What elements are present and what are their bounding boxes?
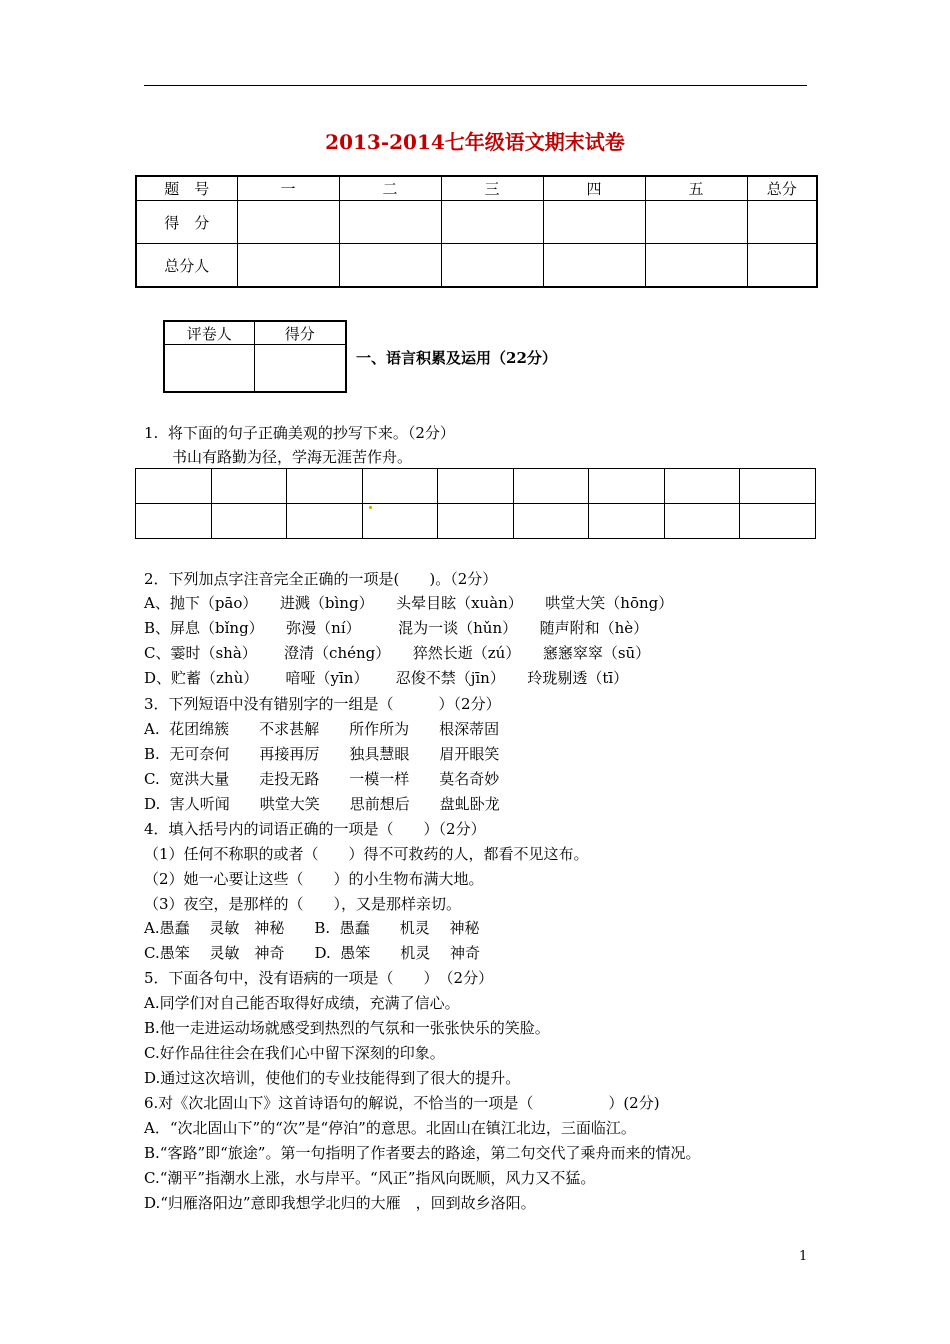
score-cell[interactable] xyxy=(441,201,543,244)
score-row-label: 总分人 xyxy=(136,244,237,288)
score-cell[interactable] xyxy=(339,201,441,244)
question-2: 2．下列加点字注音完全正确的一项是( )。（2分） xyxy=(144,570,498,588)
grader-score-cell[interactable] xyxy=(254,345,346,393)
section-heading: 一、语言积累及运用（22分） xyxy=(356,349,557,367)
grid-cell[interactable] xyxy=(664,504,740,539)
grid-cell[interactable] xyxy=(211,469,287,504)
score-header-cell: 三 xyxy=(441,176,543,201)
score-table xyxy=(135,175,818,288)
grader-table xyxy=(163,320,347,393)
option-6d: D.“归雁洛阳边”意即我想学北归的大雁 ，回到故乡洛阳。 xyxy=(144,1194,536,1212)
score-cell[interactable] xyxy=(543,244,645,288)
grader-cell[interactable] xyxy=(164,345,254,393)
score-header-cell: 二 xyxy=(339,176,441,201)
score-cell[interactable] xyxy=(645,244,747,288)
option-5b: B.他一走进运动场就感受到热烈的气氛和一张张快乐的笑脸。 xyxy=(144,1019,550,1037)
option-2b: B、屏息（bǐng） 弥漫（ní） 混为一谈（hǔn） 随声附和（hè） xyxy=(144,619,649,637)
grid-cell[interactable] xyxy=(287,469,363,504)
grid-cell[interactable] xyxy=(589,504,665,539)
stray-dot xyxy=(369,506,372,509)
exam-title: 2013-2014七年级语文期末试卷 xyxy=(325,130,625,154)
grid-cell[interactable] xyxy=(287,504,363,539)
page-number: 1 xyxy=(799,1249,808,1264)
option-3b: B. 无可奈何 再接再厉 独具慧眼 眉开眼笑 xyxy=(144,745,500,763)
score-cell[interactable] xyxy=(747,201,817,244)
grid-cell[interactable] xyxy=(664,469,740,504)
grid-cell[interactable] xyxy=(362,469,438,504)
score-cell[interactable] xyxy=(441,244,543,288)
question-4-item-3: （3）夜空，是那样的（ ），又是那样亲切。 xyxy=(144,895,462,913)
grid-cell[interactable] xyxy=(211,504,287,539)
question-4-item-1: （1）任何不称职的或者（ ）得不可救药的人，都看不见这布。 xyxy=(144,845,589,863)
grid-cell[interactable] xyxy=(513,504,589,539)
score-row-label: 得 分 xyxy=(136,201,237,244)
grader-label: 评卷人 xyxy=(164,321,254,345)
grid-cell[interactable] xyxy=(740,504,816,539)
grid-cell[interactable] xyxy=(438,469,514,504)
writing-grid xyxy=(135,468,816,539)
option-3a: A. 花团绵簇 不求甚解 所作所为 根深蒂固 xyxy=(144,720,500,738)
question-4-item-2: （2）她一心要让这些（ ）的小生物布满大地。 xyxy=(144,870,484,888)
score-header-cell: 五 xyxy=(645,176,747,201)
score-cell[interactable] xyxy=(543,201,645,244)
option-2a: A、抛下（pāo） 进溅（bìng） 头晕目眩（xuàn） 哄堂大笑（hōng） xyxy=(144,594,674,612)
grid-cell[interactable] xyxy=(362,504,438,539)
question-4: 4．填入括号内的词语正确的一项是（ ）（2分） xyxy=(144,820,486,838)
grid-cell[interactable] xyxy=(589,469,665,504)
option-2d: D、贮蓄（zhù） 喑哑（yīn） 忍俊不禁（jīn） 玲珑剔透（tī） xyxy=(144,669,629,687)
option-5a: A.同学们对自己能否取得好成绩，充满了信心。 xyxy=(144,994,460,1012)
header-rule xyxy=(144,85,807,86)
option-2c: C、霎时（shà） 澄清（chéng） 猝然长逝（zú） 窸窸窣窣（sū） xyxy=(144,644,651,662)
score-cell[interactable] xyxy=(237,244,339,288)
score-cell[interactable] xyxy=(339,244,441,288)
option-3c: C. 宽洪大量 走投无路 一模一样 莫名奇妙 xyxy=(144,770,500,788)
option-3d: D. 害人听闻 哄堂大笑 思前想后 盘虬卧龙 xyxy=(144,795,500,813)
score-cell[interactable] xyxy=(645,201,747,244)
option-4cd: C.愚笨 灵敏 神奇 D. 愚笨 机灵 神奇 xyxy=(144,944,481,962)
grid-cell[interactable] xyxy=(136,504,212,539)
question-5: 5．下面各句中，没有语病的一项是（ ） （2分） xyxy=(144,969,494,987)
question-6: 6.对《次北固山下》这首诗语句的解说，不恰当的一项是（ ）(2分) xyxy=(144,1094,660,1112)
question-3: 3．下列短语中没有错别字的一组是（ ）（2分） xyxy=(144,695,501,713)
grid-cell[interactable] xyxy=(136,469,212,504)
score-cell[interactable] xyxy=(747,244,817,288)
option-4ab: A.愚蠢 灵敏 神秘 B. 愚蠢 机灵 神秘 xyxy=(144,919,480,937)
copy-sentence: 书山有路勤为径，学海无涯苦作舟。 xyxy=(172,448,413,466)
option-5c: C.好作品往往会在我们心中留下深刻的印象。 xyxy=(144,1044,445,1062)
option-6c: C.“潮平”指潮水上涨，水与岸平。“风正”指风向既顺，风力又不猛。 xyxy=(144,1169,596,1187)
option-5d: D.通过这次培训，使他们的专业技能得到了很大的提升。 xyxy=(144,1069,521,1087)
score-header-cell: 一 xyxy=(237,176,339,201)
score-cell[interactable] xyxy=(237,201,339,244)
option-6b: B.“客路”即“旅途”。第一句指明了作者要去的路途，第二句交代了乘舟而来的情况。 xyxy=(144,1144,701,1162)
grader-score-label: 得分 xyxy=(254,321,346,345)
question-1: 1. 将下面的句子正确美观的抄写下来。（2分） xyxy=(144,424,455,442)
score-header-cell: 四 xyxy=(543,176,645,201)
score-header-cell: 总分 xyxy=(747,176,817,201)
score-header-cell: 题 号 xyxy=(136,176,237,201)
grid-cell[interactable] xyxy=(438,504,514,539)
grid-cell[interactable] xyxy=(740,469,816,504)
grid-cell[interactable] xyxy=(513,469,589,504)
option-6a: A．“次北固山下”的“次”是“停泊”的意思。北固山在镇江北边，三面临江。 xyxy=(144,1119,636,1137)
